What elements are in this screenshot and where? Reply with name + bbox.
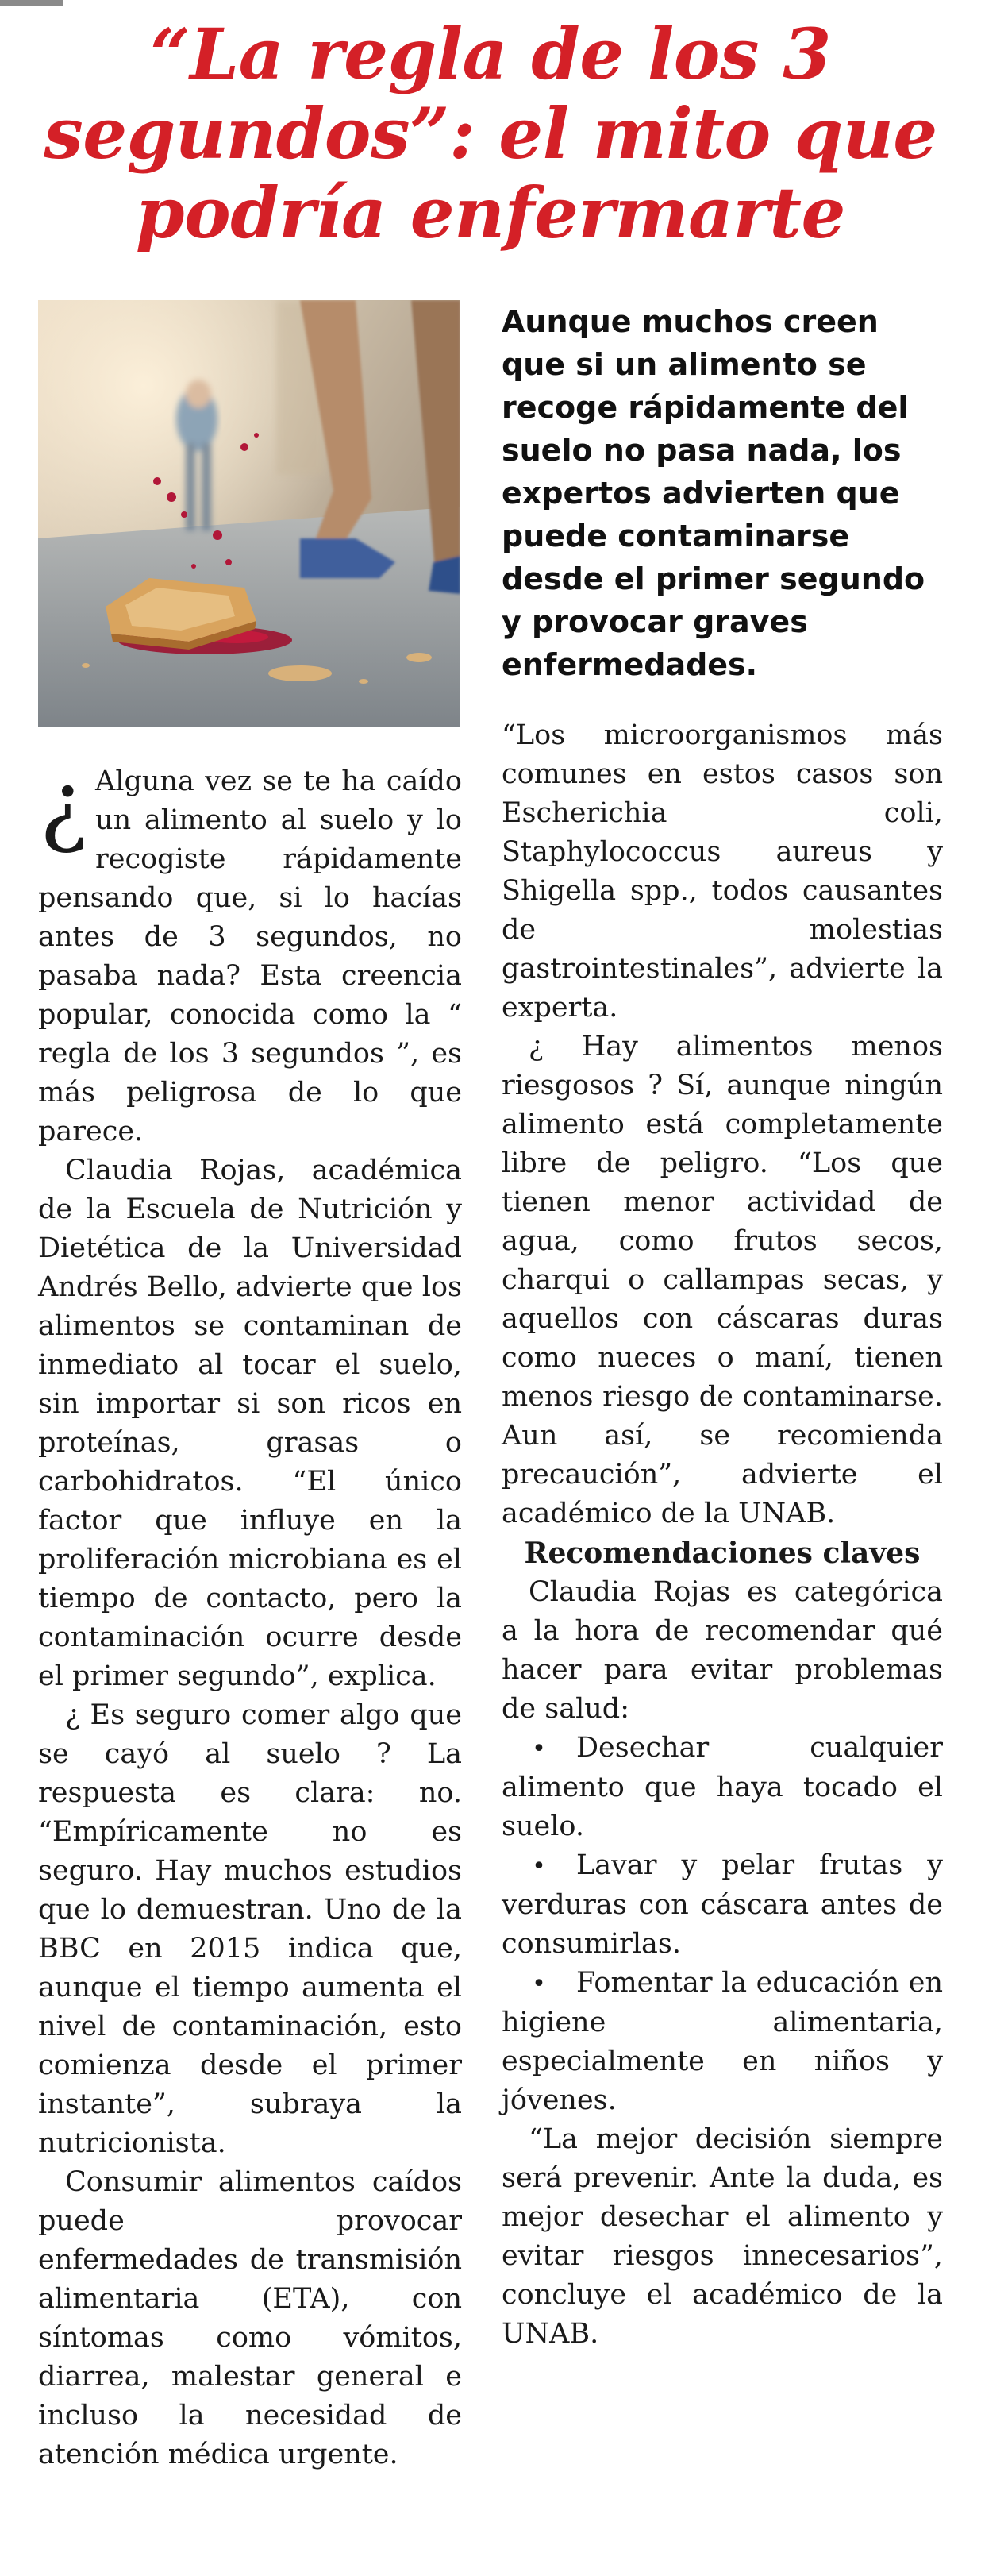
- body-paragraph: ¿ Es seguro comer algo que se cayó al suelo ? La respuesta es clara: no. “Empíricamente no es seguro. Hay muchos estudios que lo demuestran. Uno de la BBC en 2015 indica que, aunque el tiempo aumenta el nivel de contaminación, esto comienza desde el primer instante”, subraya la nutricionista.: [38, 1699, 462, 2159]
- bullet-icon: •: [532, 1970, 546, 1998]
- list-item: • Desechar cualquier alimento que haya tocado el suelo.: [502, 1729, 943, 1846]
- corner-tab: [0, 0, 63, 6]
- list-item: • Lavar y pelar frutas y verduras con cáscara antes de consumirlas.: [502, 1846, 943, 1964]
- bullet-icon: •: [532, 1853, 546, 1880]
- drop-cap: ¿: [40, 754, 88, 857]
- body-paragraph: Claudia Rojas, académica de la Escuela de Nutrición y Dietética de la Universidad Andrés Bello, advierte que los alimentos se contaminan de inmediato al tocar el suelo, sin importar si son ricos en proteínas, grasas o carbohidratos. “El único factor que influye en la proliferación microbiana es el tiempo de contacto, pero la contaminación ocurre desde el primer segundo”, explica.: [38, 1155, 462, 1692]
- recommendations-heading: Recomendaciones claves: [524, 1537, 921, 1570]
- right-body-text: [502, 716, 943, 2354]
- quote-paragraph: “Los microorganismos más comunes en estos casos son Escherichia coli, Staphylococcus aureus y Shigella spp., todos causantes de molestias gastrointestinales”, advierte la experta.: [502, 719, 943, 1024]
- body-paragraph: ¿ Hay alimentos menos riesgosos ? Sí, aunque ningún alimento está completamente libre de peligro. “Los que tienen menor actividad de agua, como frutos secos, charqui o callampas secas, y aquellos con cáscaras duras como nueces o maní, tienen menos riesgo de contaminarse. Aun así, se recomienda precaución”, advierte el académico de la UNAB.: [502, 1031, 943, 1529]
- closing-quote: “La mejor decisión siempre será prevenir. Ante la duda, es mejor desechar el alimento y evitar riesgos innecesarios”, concluye el académico de la UNAB.: [502, 2123, 943, 2350]
- body-paragraph: Consumir alimentos caídos puede provocar enfermedades de transmisión alimentaria (ETA), con síntomas como vómitos, diarrea, malestar general e incluso la necesidad de atención médica urgente.: [38, 2166, 462, 2470]
- left-column: [38, 300, 462, 2474]
- recommendations-list: [502, 1729, 943, 2120]
- article-headline: “La regla de los 3 segundos”: el mito que podría enfermarte: [44, 13, 937, 254]
- list-item: • Fomentar la educación en higiene alimentaria, especialmente en niños y jóvenes.: [502, 1964, 943, 2120]
- right-column: [502, 300, 943, 2354]
- intro-paragraph: ¿ Alguna vez se te ha caído un alimento al suelo y lo recogiste rápidamente pensando que, si lo hacías antes de 3 segundos, no pasaba nada? Esta creencia popular, conocida como la “ regla de los 3 segundos ”, es más peligrosa de lo que parece.: [38, 754, 462, 1147]
- left-body-text: [38, 754, 462, 2474]
- lead-paragraph: Aunque muchos creen que si un alimento se recoge rápidamente del suelo no pasa nada, los expertos advierten que puede contaminarse desde el primer segundo y provocar graves enfermedades.: [502, 304, 925, 682]
- recommendations-intro: Claudia Rojas es categórica a la hora de recomendar qué hacer para evitar problemas de salud:: [502, 1576, 943, 1725]
- bullet-icon: •: [532, 1735, 546, 1763]
- article-photo: [38, 300, 460, 727]
